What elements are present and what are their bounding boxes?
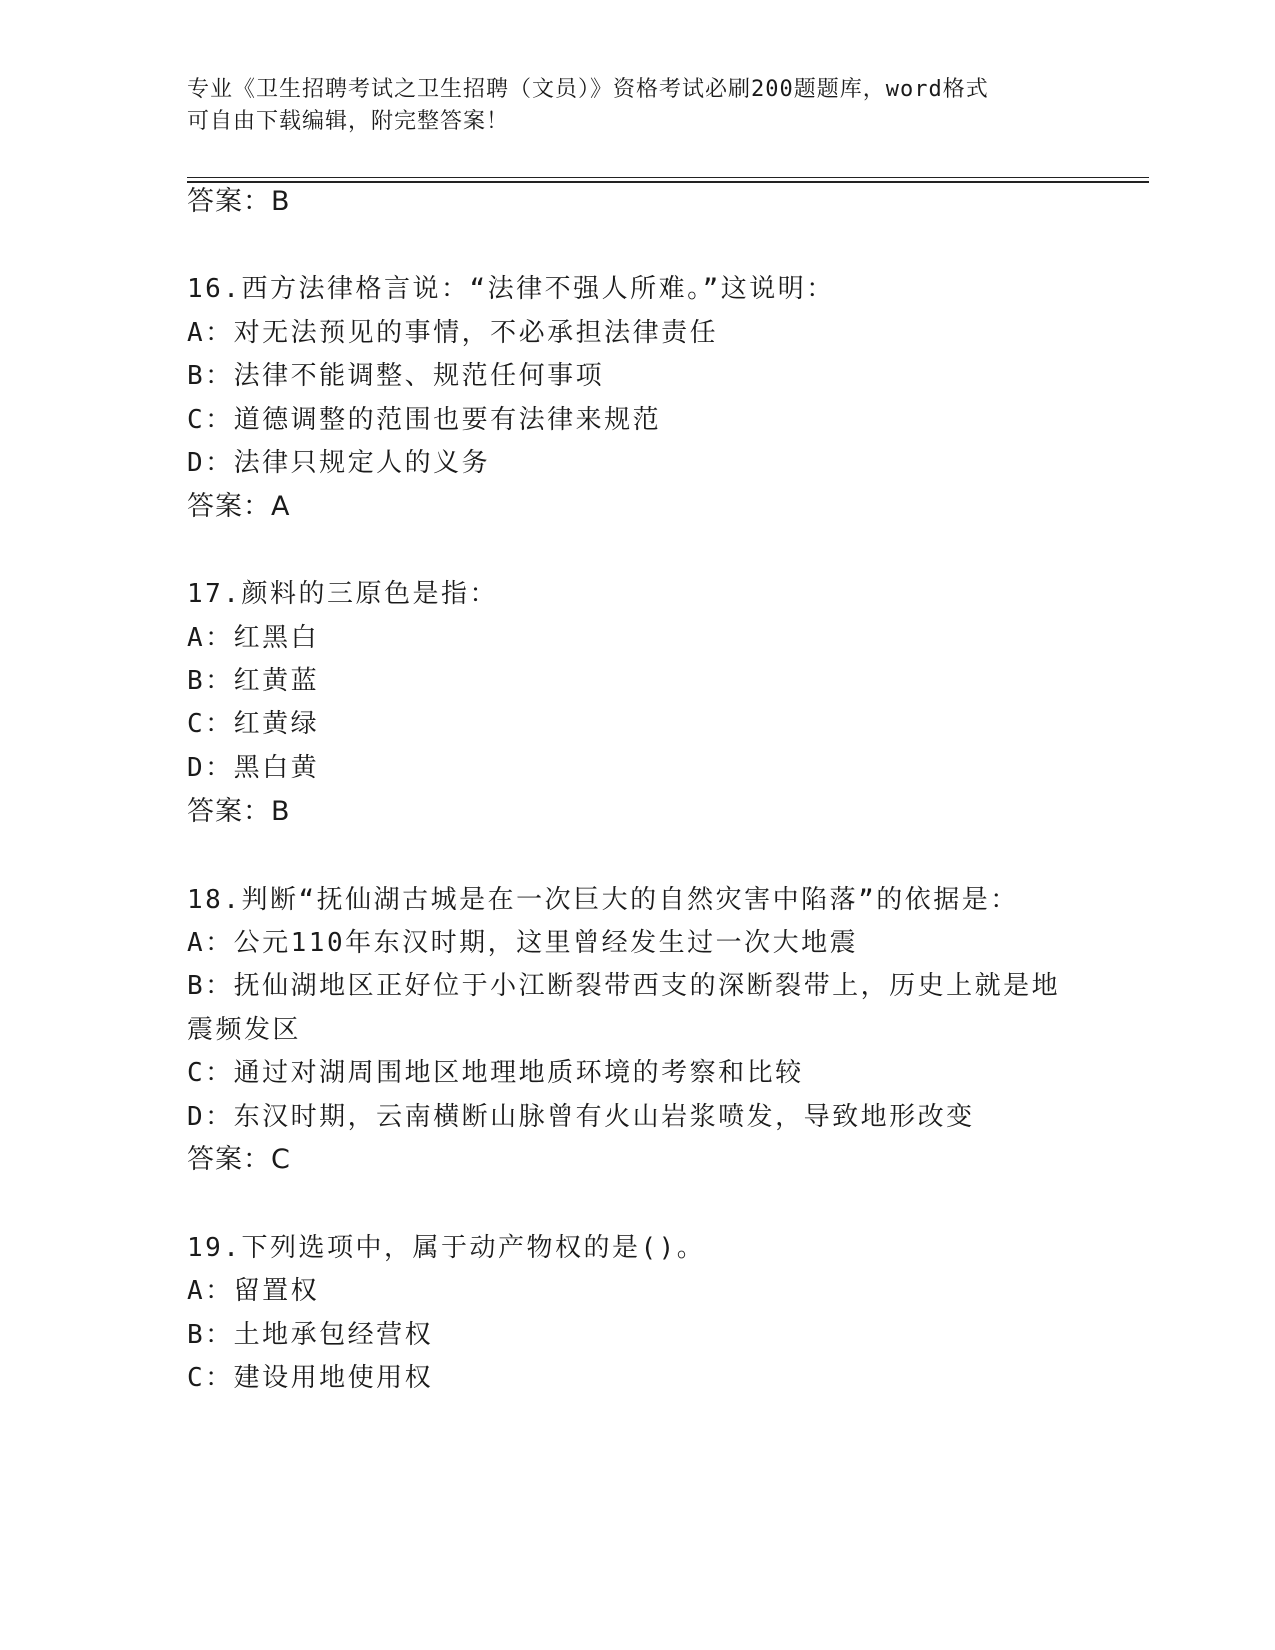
question-option: B：法律不能调整、规范任何事项	[187, 361, 605, 391]
question-option-continuation: 震频发区	[187, 1015, 302, 1045]
question-stem: 19.下列选项中，属于动产物权的是()。	[187, 1233, 706, 1263]
question-option: A：红黑白	[187, 623, 320, 653]
question-option: C：道德调整的范围也要有法律来规范	[187, 405, 662, 435]
question-option: C：红黄绿	[187, 709, 320, 739]
question-option: B：红黄蓝	[187, 666, 320, 696]
question-option: B：土地承包经营权	[187, 1320, 434, 1350]
answer-line: 答案：B	[187, 186, 291, 217]
question-option: C：通过对湖周围地区地理地质环境的考察和比较	[187, 1058, 804, 1088]
header-divider-thin	[187, 177, 1149, 178]
question-option: A：留置权	[187, 1276, 320, 1306]
answer-line: 答案：C	[187, 1144, 291, 1175]
question-stem: 16.西方法律格言说：“法律不强人所难。”这说明：	[187, 274, 835, 304]
question-stem: 17.颜料的三原色是指：	[187, 579, 498, 609]
question-option: A：公元110年东汉时期，这里曾经发生过一次大地震	[187, 928, 859, 958]
header-line-1: 专业《卫生招聘考试之卫生招聘（文员）》资格考试必刷200题题库，word格式	[187, 77, 989, 102]
header-divider-thick	[187, 181, 1149, 183]
question-option: D：黑白黄	[187, 753, 320, 783]
answer-line: 答案：B	[187, 796, 291, 827]
question-option: C：建设用地使用权	[187, 1363, 434, 1393]
question-option: A：对无法预见的事情，不必承担法律责任	[187, 318, 719, 348]
question-option: D：东汉时期，云南横断山脉曾有火山岩浆喷发，导致地形改变	[187, 1102, 975, 1132]
question-stem: 18.判断“抚仙湖古城是在一次巨大的自然灾害中陷落”的依据是：	[187, 885, 1019, 915]
question-option: D：法律只规定人的义务	[187, 448, 491, 478]
question-option: B：抚仙湖地区正好位于小江断裂带西支的深断裂带上，历史上就是地	[187, 971, 1061, 1001]
answer-line: 答案：A	[187, 491, 291, 522]
document-header	[187, 74, 1087, 138]
header-line-2: 可自由下载编辑，附完整答案！	[187, 109, 510, 134]
